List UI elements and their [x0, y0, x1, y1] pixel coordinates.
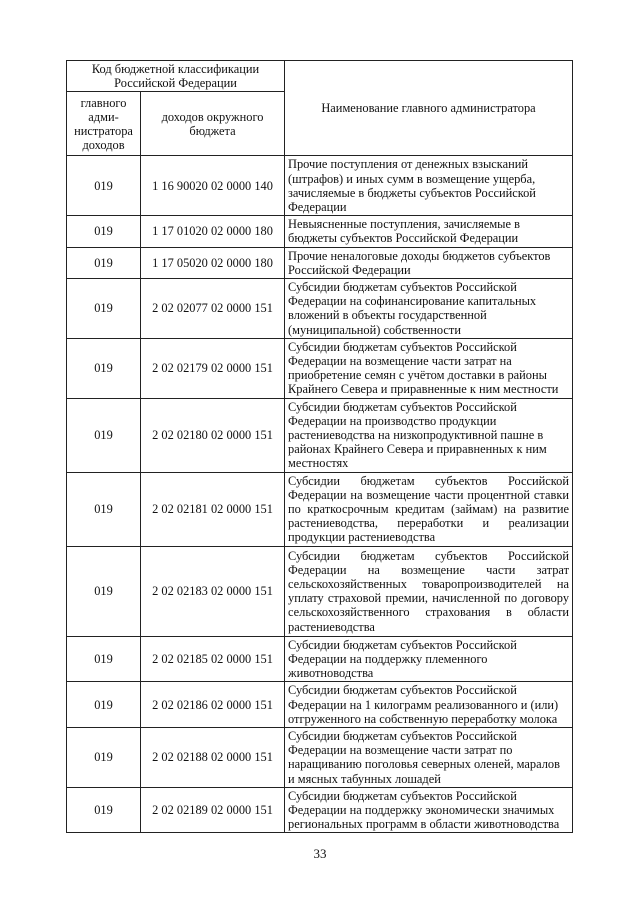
- table-row: [67, 787, 573, 833]
- admin-code-cell: 019: [67, 727, 141, 787]
- admin-code-cell: 019: [67, 216, 141, 247]
- admin-code-cell: 019: [67, 398, 141, 472]
- administrator-name-cell: Субсидии бюджетам субъектов Российской Федерации на поддержку экономически значимых региональных программ в области животноводства: [285, 787, 573, 833]
- table-row: [67, 247, 573, 278]
- admin-code-cell: 019: [67, 636, 141, 682]
- table-row: [67, 398, 573, 472]
- revenue-code-cell: 2 02 02179 02 0000 151: [141, 338, 285, 398]
- administrator-name-cell: Субсидии бюджетам субъектов Российской Федерации на возмещение части затрат сельскохозяйственных товаропроизводителей на уплату страховой премии, начисленной по договору сельскохозяйственного страхования в области растениеводства: [285, 546, 573, 636]
- budget-classification-table: [66, 60, 573, 833]
- administrator-name-cell: Субсидии бюджетам субъектов Российской Федерации на возмещение части процентной ставки по краткосрочным кредитам (займам) на развитие растениеводства, переработки и реализации продукции растениеводства: [285, 472, 573, 546]
- revenue-code-cell: 2 02 02188 02 0000 151: [141, 727, 285, 787]
- administrator-name-cell: Субсидии бюджетам субъектов Российской Федерации на 1 килограмм реализованного и (или) отгруженного на собственную переработку молока: [285, 682, 573, 728]
- administrator-name-cell: Субсидии бюджетам субъектов Российской Федерации на возмещение части затрат по наращиванию поголовья северных оленей, маралов и мясных табунных лошадей: [285, 727, 573, 787]
- administrator-name-cell: Субсидии бюджетам субъектов Российской Федерации на производство продукции растениеводства на низкопродуктивной пашне в районах Крайнего Севера и приравненных к ним местностях: [285, 398, 573, 472]
- revenue-code-cell: 2 02 02189 02 0000 151: [141, 787, 285, 833]
- revenue-code-cell: 1 16 90020 02 0000 140: [141, 156, 285, 216]
- revenue-code-cell: 2 02 02077 02 0000 151: [141, 279, 285, 339]
- admin-code-cell: 019: [67, 247, 141, 278]
- page-number: 33: [313, 846, 327, 861]
- admin-code-cell: 019: [67, 546, 141, 636]
- table-row: [67, 682, 573, 728]
- revenue-code-cell: 2 02 02185 02 0000 151: [141, 636, 285, 682]
- table-row: [67, 546, 573, 636]
- header-chief-administrator: главного адми-нистратора доходов: [67, 92, 141, 156]
- table-row: [67, 727, 573, 787]
- administrator-name-cell: Субсидии бюджетам субъектов Российской Федерации на софинансирование капитальных вложений в объекты государственной (муниципальной) собственности: [285, 279, 573, 339]
- admin-code-cell: 019: [67, 472, 141, 546]
- revenue-code-cell: 2 02 02180 02 0000 151: [141, 398, 285, 472]
- table-row: [67, 216, 573, 247]
- admin-code-cell: 019: [67, 279, 141, 339]
- admin-code-cell: 019: [67, 156, 141, 216]
- header-administrator-name: Наименование главного администратора: [285, 61, 573, 156]
- revenue-code-cell: 2 02 02183 02 0000 151: [141, 546, 285, 636]
- revenue-code-cell: 1 17 05020 02 0000 180: [141, 247, 285, 278]
- admin-code-cell: 019: [67, 787, 141, 833]
- admin-code-cell: 019: [67, 682, 141, 728]
- table-row: [67, 156, 573, 216]
- table-row: [67, 472, 573, 546]
- admin-code-cell: 019: [67, 338, 141, 398]
- administrator-name-cell: Субсидии бюджетам субъектов Российской Федерации на возмещение части затрат на приобретение семян с учётом доставки в районы Крайнего Севера и приравненные к ним местности: [285, 338, 573, 398]
- administrator-name-cell: Субсидии бюджетам субъектов Российской Федерации на поддержку племенного животноводства: [285, 636, 573, 682]
- table-row: [67, 338, 573, 398]
- revenue-code-cell: 2 02 02181 02 0000 151: [141, 472, 285, 546]
- administrator-name-cell: Прочие поступления от денежных взысканий (штрафов) и иных сумм в возмещение ущерба, зачисляемые в бюджеты субъектов Российской Федерации: [285, 156, 573, 216]
- administrator-name-cell: Прочие неналоговые доходы бюджетов субъектов Российской Федерации: [285, 247, 573, 278]
- revenue-code-cell: 2 02 02186 02 0000 151: [141, 682, 285, 728]
- header-district-revenue: доходов окружного бюджета: [141, 92, 285, 156]
- table-row: [67, 636, 573, 682]
- header-classification-group: Код бюджетной классификации Российской Федерации: [67, 61, 285, 92]
- table-row: [67, 279, 573, 339]
- revenue-code-cell: 1 17 01020 02 0000 180: [141, 216, 285, 247]
- administrator-name-cell: Невыясненные поступления, зачисляемые в бюджеты субъектов Российской Федерации: [285, 216, 573, 247]
